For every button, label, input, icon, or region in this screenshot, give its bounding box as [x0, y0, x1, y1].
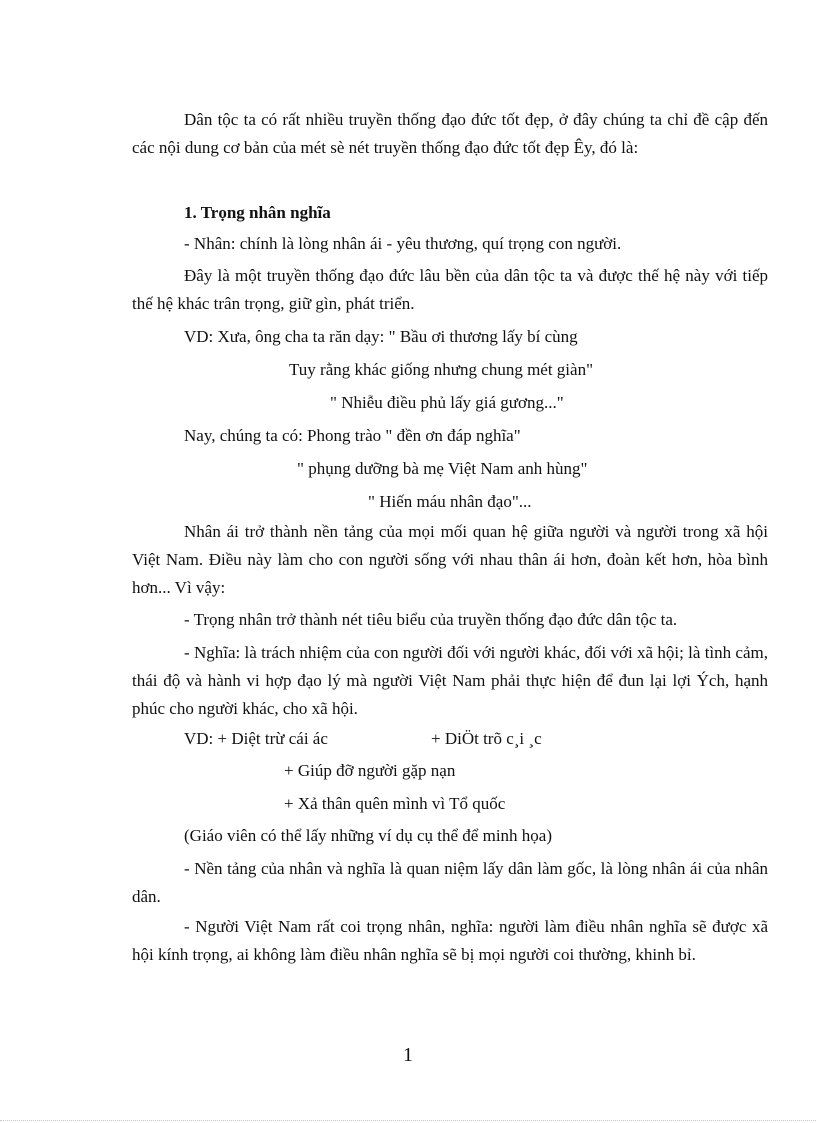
tradition-paragraph: Đây là một truyền thống đạo đức lâu bền của dân tộc ta và được thế hệ này với tiếp thế hệ khác trân trọng, giữ gìn, phát triển. — [132, 266, 768, 313]
trong-nhan-line: - Trọng nhân trở thành nét tiêu biểu của truyền thống đạo đức dân tộc ta. — [184, 610, 678, 629]
foundation-paragraph: Nhân ái trở thành nền tảng của mọi mối quan hệ giữa người và người trong xã hội Việt Nam. Điều này làm cho con người sống với nhau thân ái hơn, đoàn kết hơn, hòa bình hơn... Vì vậy: — [132, 522, 768, 597]
base-paragraph: - Nền tảng của nhân và nghĩa là quan niệm lấy dân làm gốc, là lòng nhân ái của nhân dân. — [132, 859, 768, 906]
example-1-line-3: " Nhiễu điều phủ lấy giá gương..." — [330, 393, 564, 412]
example-1-line-2: Tuy rằng khác giống nhưng chung mét giàn" — [289, 360, 594, 379]
intro-text: Dân tộc ta có rất nhiều truyền thống đạo đức tốt đẹp, ở đây chúng ta chỉ đề cập đến các nội dung cơ bản của mét sè nét truyền thống đạo đức tốt đẹp Êy, đó là: — [132, 110, 768, 157]
teacher-note: (Giáo viên có thể lấy những ví dụ cụ thể để minh họa) — [184, 826, 553, 845]
respect-paragraph: - Người Việt Nam rất coi trọng nhân, nghĩa: người làm điều nhân nghĩa sẽ được xã hội kính trọng, ai không làm điều nhân nghĩa sẽ bị mọi người coi thường, khinh bỉ. — [132, 917, 768, 964]
example-2-item-b: + DiÖt trõ c¸i ¸c — [431, 729, 542, 748]
now-line-2: " phụng dưỡng bà mẹ Việt Nam anh hùng" — [297, 459, 588, 478]
page-number: 1 — [403, 1044, 413, 1066]
nghia-definition: - Nghĩa: là trách nhiệm của con người đối với người khác, đối với xã hội; là tình cảm, thái độ và hành vi hợp đạo lý mà người Việt Nam phải thực hiện để đun lại lợi Ých, hạnh phúc cho người khác, cho xã hội. — [132, 643, 768, 718]
now-line-1: Nay, chúng ta có: Phong trào " đền ơn đáp nghĩa" — [184, 426, 521, 445]
page-footer-divider — [0, 1120, 816, 1121]
example-1-line-1: VD: Xưa, ông cha ta răn dạy: " Bầu ơi thương lấy bí cùng — [184, 327, 578, 346]
example-2-item-d: + Xả thân quên mình vì Tổ quốc — [284, 794, 506, 813]
nhan-definition: - Nhân: chính là lòng nhân ái - yêu thương, quí trọng con người. — [184, 234, 622, 253]
example-2-item-c: + Giúp đỡ người gặp nạn — [284, 761, 456, 780]
example-2-item-a: VD: + Diệt trừ cái ác — [184, 729, 328, 748]
now-line-3: " Hiến máu nhân đạo"... — [368, 492, 532, 511]
intro-paragraph — [132, 106, 768, 162]
section-heading: 1. Trọng nhân nghĩa — [184, 203, 331, 222]
